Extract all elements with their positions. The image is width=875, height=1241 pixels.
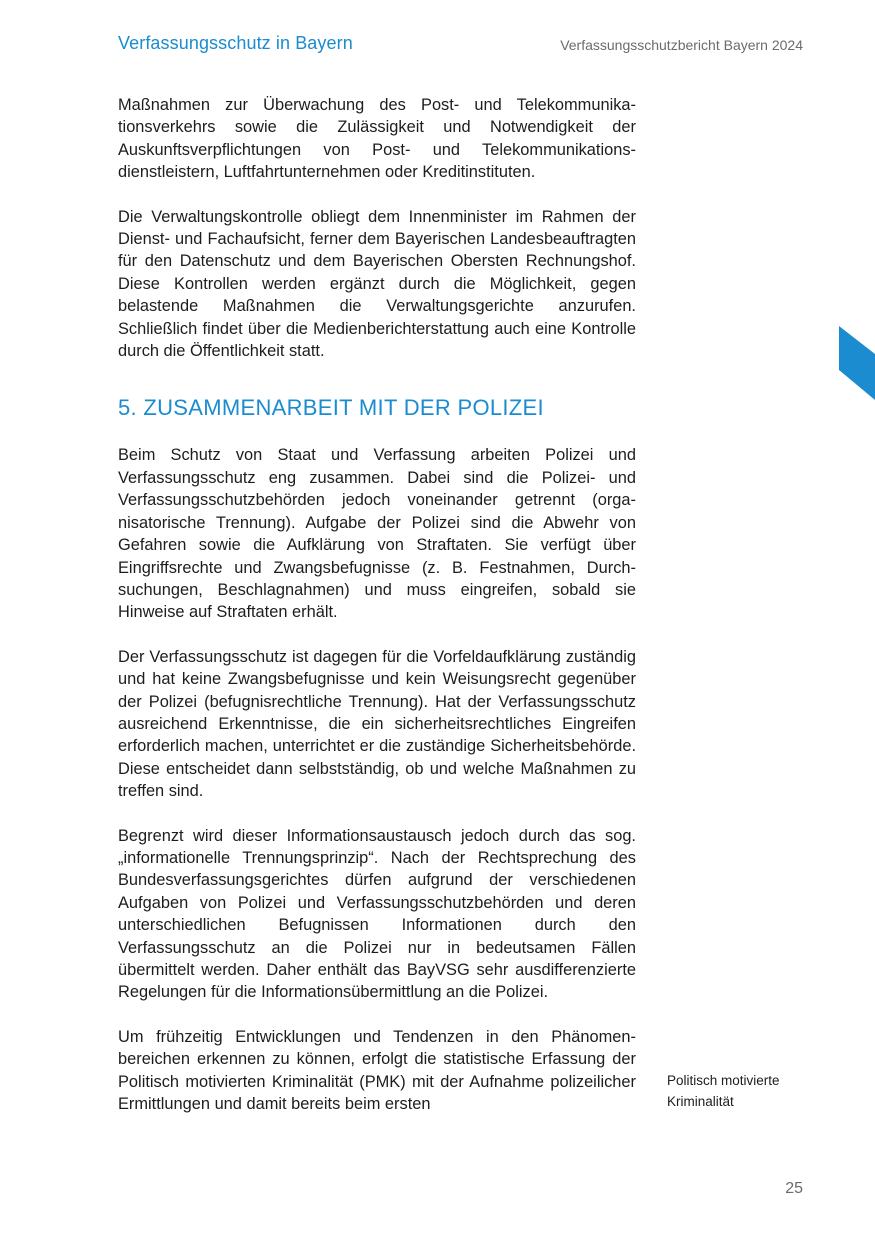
paragraph-3: Beim Schutz von Staat und Verfassung arbeiten Polizei und Verfassungsschutz eng zusammen. Dabei sind die Polizei- und Verfassungsschutzbehörden jedoch voneinander getrennt (organisatorische Trennung). Aufgabe der Polizei sind die Abwehr von Gefahren sowie die Aufklärung von Straftaten. Sie verfügt über Eingriffsrechte und Zwangsbefugnisse (z. B. Festnahmen, Durchsuchungen, Beschlagnahmen) und muss eingreifen, sobald sie Hinweise auf Straftaten erhält. — [118, 446, 636, 622]
section-heading: 5. ZUSAMMENARBEIT MIT DER POLIZEI — [118, 395, 544, 421]
paragraph-2: Die Verwaltungskontrolle obliegt dem Innenminister im Rahmen der Dienst- und Fachaufsicht, ferner dem Bayerischen Landesbeauftragten für den Datenschutz und dem Bayerischen Obersten Rechnungshof. Diese Kontrollen werden ergänzt durch die Möglichkeit, gegen belastende Maßnahmen die Verwaltungsgerichte anzurufen. Schließlich findet über die Medienberichterstattung auch eine Kontrolle durch die Öffentlichkeit statt. — [118, 207, 636, 361]
margin-note — [667, 1070, 827, 1112]
main-text-column — [118, 94, 636, 1137]
running-header-title: Verfassungsschutzbericht Bayern 2024 — [560, 37, 803, 53]
page-number: 25 — [785, 1180, 803, 1197]
paragraph-6: Um frühzeitig Entwicklungen und Tendenzen in den Phänomenbereichen erkennen zu können, erfolgt die statistische Erfassung der Politisch motivierten Kriminalität (PMK) mit der Aufnahme polizeilicher Ermittlungen und damit bereits beim ersten — [118, 1027, 636, 1114]
paragraph-5: Begrenzt wird dieser Informationsaustausch jedoch durch das sog. „informationelle Trennungsprinzip“. Nach der Rechtsprechung des Bundesverfassungsgerichtes dürfen aufgrund der verschiedenen Aufgaben von Polizei und Verfassungsschutzbehörden und deren unterschiedlichen Befugnissen Informationen durch den Verfassungsschutz an die Polizei nur in bedeutsamen Fällen übermittelt werden. Daher enthält das BayVSG sehr ausdifferenzierte Regelungen für die Informationsübermittlung an die Polizei. — [118, 826, 636, 1002]
chapter-thumb-tab — [839, 326, 875, 400]
paragraph-4: Der Verfassungsschutz ist dagegen für die Vorfeldaufklärung zuständig und hat keine Zwangsbefugnisse und kein Weisungsrecht gegenüber der Polizei (befugnisrechtliche Trennung). Hat der Verfassungsschutz ausreichend Erkenntnisse, die ein sicherheitsrechtliches Eingreifen erforderlich machen, unterrichtet er die zuständige Sicherheitsbehörde. Diese entscheidet dann selbstständig, ob und welche Maßnahmen zu treffen sind. — [118, 647, 636, 801]
margin-note-line-2: Kriminalität — [667, 1094, 734, 1109]
running-header-section: Verfassungsschutz in Bayern — [118, 33, 353, 53]
paragraph-1: Maßnahmen zur Überwachung des Post- und Telekommunikationsverkehrs sowie die Zulässigkeit und Notwendigkeit der Auskunftsverpflichtungen von Post- und Telekommunikationsdienstleistern, Luftfahrtunternehmen oder Kreditinstituten. — [118, 96, 636, 182]
margin-note-line-1: Politisch motivierte — [667, 1073, 780, 1088]
